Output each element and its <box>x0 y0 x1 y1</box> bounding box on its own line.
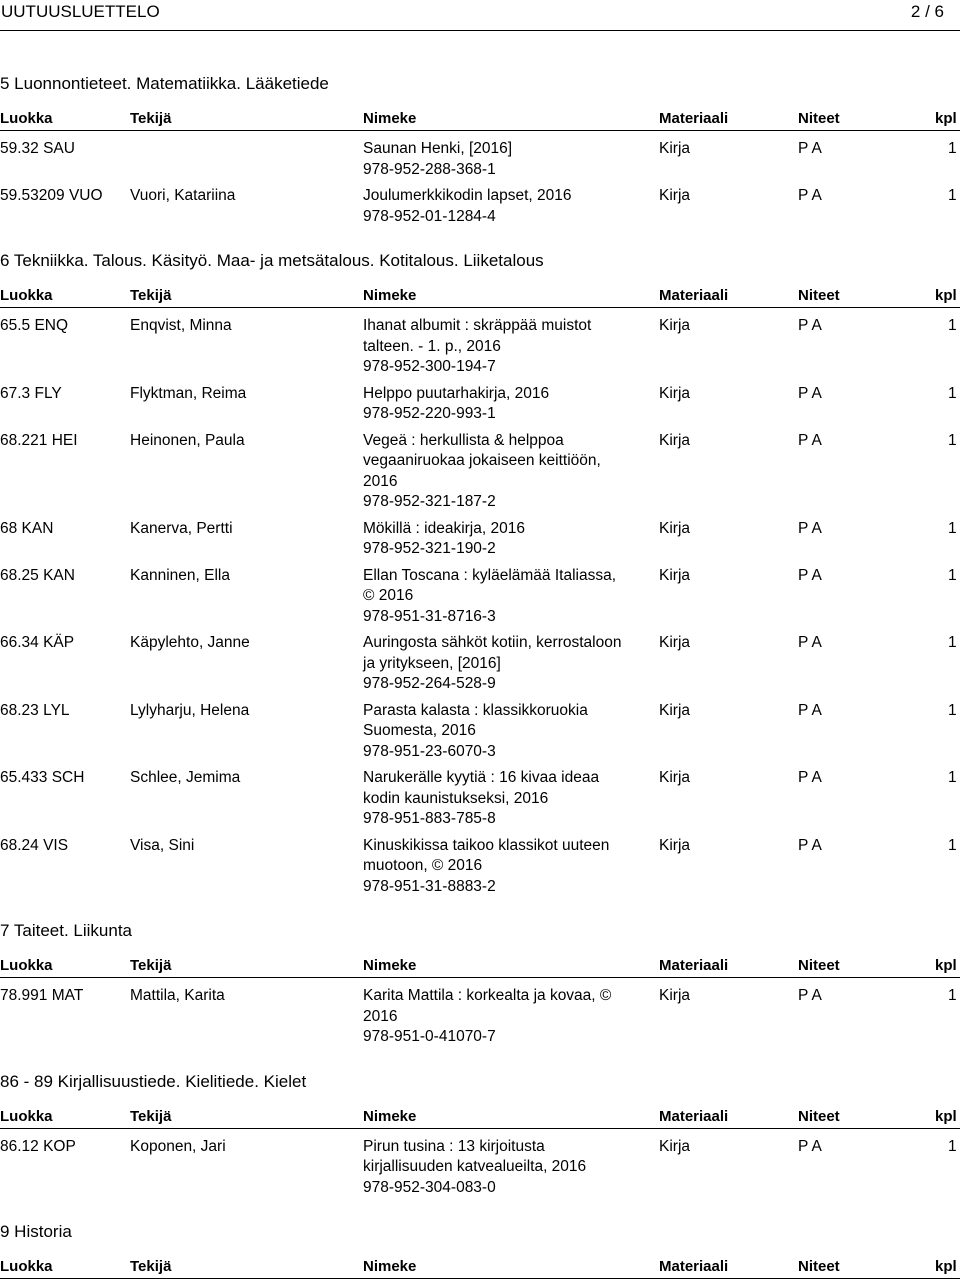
catalog-rows <box>0 308 960 909</box>
column-headers <box>0 955 960 977</box>
column-header-kpl: kpl <box>935 287 957 304</box>
column-header-niteet: Niteet <box>798 287 840 304</box>
cell-nimeke <box>363 431 623 513</box>
cell-luokka: 66.34 KÄP <box>0 634 75 651</box>
catalog-row <box>0 768 960 830</box>
cell-materiaali: Kirja <box>659 701 691 719</box>
isbn: 978-952-01-1284-4 <box>363 207 496 225</box>
catalog-section <box>0 1070 960 1211</box>
title-line: Vegeä : herkullista & helppoa vegaaniruokaa jokaiseen keittiöön, 2016 <box>363 431 601 490</box>
catalog-row <box>0 836 960 898</box>
cell-kpl: 1 <box>948 836 957 854</box>
title-line: Karita Mattila : korkealta ja kovaa, © 2016 <box>363 987 612 1025</box>
catalog-row <box>0 316 960 378</box>
isbn: 978-952-220-993-1 <box>363 405 496 422</box>
cell-luokka: 59.53209 VUO <box>0 187 103 204</box>
cell-kpl: 1 <box>948 769 957 786</box>
catalog-title: UUTUUSLUETTELO <box>1 2 160 21</box>
cell-luokka: 65.5 ENQ <box>0 317 69 334</box>
column-header-tekija: Tekijä <box>130 957 172 974</box>
isbn: 978-952-321-187-2 <box>363 493 496 510</box>
column-header-luokka: Luokka <box>0 287 53 304</box>
cell-tekija: Visa, Sini <box>130 836 195 854</box>
cell-luokka: 68.25 KAN <box>0 566 75 584</box>
cell-niteet: P A <box>798 1137 822 1155</box>
cell-kpl: 1 <box>948 384 957 402</box>
cell-luokka: 67.3 FLY <box>0 384 62 402</box>
column-header-tekija: Tekijä <box>130 1107 172 1125</box>
cell-materiaali: Kirja <box>659 566 691 584</box>
cell-niteet: P A <box>798 431 822 449</box>
column-header-niteet: Niteet <box>798 1258 840 1275</box>
catalog-row <box>0 186 960 227</box>
cell-luokka: 68.221 HEI <box>0 431 78 449</box>
catalog-rows <box>0 978 960 1060</box>
cell-materiaali: Kirja <box>659 634 691 651</box>
cell-materiaali: Kirja <box>659 384 691 402</box>
isbn: 978-952-264-528-9 <box>363 675 496 692</box>
cell-materiaali: Kirja <box>659 1137 691 1155</box>
cell-luokka: 68.24 VIS <box>0 836 69 854</box>
column-header-kpl: kpl <box>935 110 957 127</box>
column-headers <box>0 1256 960 1278</box>
column-header-nimeke: Nimeke <box>363 287 417 304</box>
cell-kpl: 1 <box>948 701 957 719</box>
cell-tekija: Kanninen, Ella <box>130 566 230 584</box>
cell-materiaali: Kirja <box>659 140 691 157</box>
cell-materiaali: Kirja <box>659 836 691 854</box>
column-header-materiaali: Materiaali <box>659 957 729 974</box>
cell-niteet: P A <box>798 769 822 786</box>
cell-tekija: Vuori, Katariina <box>130 187 236 204</box>
cell-materiaali: Kirja <box>659 431 691 449</box>
cell-luokka: 68 KAN <box>0 519 54 537</box>
cell-kpl: 1 <box>948 634 957 651</box>
catalog-section <box>0 919 960 1060</box>
cell-nimeke <box>363 566 623 628</box>
isbn: 978-952-300-194-7 <box>363 358 496 375</box>
cell-niteet: P A <box>798 987 822 1004</box>
catalog-row <box>0 384 960 425</box>
cell-materiaali: Kirja <box>659 519 691 537</box>
cell-niteet: P A <box>798 701 822 719</box>
column-header-luokka: Luokka <box>0 1258 53 1275</box>
title-line: Mökillä : ideakirja, 2016 <box>363 519 525 537</box>
cell-kpl: 1 <box>948 566 957 584</box>
cell-tekija: Lylyharju, Helena <box>130 701 250 719</box>
cell-kpl: 1 <box>948 187 957 204</box>
isbn: 978-951-23-6070-3 <box>363 742 496 760</box>
isbn: 978-952-288-368-1 <box>363 160 496 178</box>
catalog-row <box>0 519 960 560</box>
isbn: 978-951-31-8716-3 <box>363 607 496 625</box>
catalog-row <box>0 633 960 695</box>
cell-materiaali: Kirja <box>659 187 691 204</box>
title-line: Saunan Henki, [2016] <box>363 140 513 157</box>
isbn: 978-951-31-8883-2 <box>363 877 496 895</box>
column-header-luokka: Luokka <box>0 957 53 974</box>
title-line: Ihanat albumit : skräppää muistot talteen. - 1. p., 2016 <box>363 317 592 355</box>
page-number: 2 / 6 <box>910 2 944 21</box>
title-line: Narukerälle kyytiä : 16 kivaa ideaa kodin kaunistukseksi, 2016 <box>363 769 600 807</box>
catalog-section <box>0 249 960 909</box>
column-header-kpl: kpl <box>935 1258 957 1275</box>
section-title: 5 Luonnontieteet. Matematiikka. Lääketiede <box>0 74 329 93</box>
title-line: Kinuskikissa taikoo klassikot uuteen muotoon, © 2016 <box>363 836 610 874</box>
column-header-nimeke: Nimeke <box>363 957 417 974</box>
cell-luokka: 78.991 MAT <box>0 987 84 1004</box>
catalog-row <box>0 986 960 1048</box>
title-line: Helppo puutarhakirja, 2016 <box>363 384 550 402</box>
cell-luokka: 65.433 SCH <box>0 769 85 786</box>
column-header-tekija: Tekijä <box>130 287 172 304</box>
cell-luokka: 86.12 KOP <box>0 1137 76 1155</box>
column-header-luokka: Luokka <box>0 1107 53 1125</box>
section-title: 6 Tekniikka. Talous. Käsityö. Maa- ja metsätalous. Kotitalous. Liiketalous <box>0 251 544 270</box>
isbn: 978-951-883-785-8 <box>363 810 496 827</box>
cell-materiaali: Kirja <box>659 769 691 786</box>
cell-niteet: P A <box>798 836 822 854</box>
catalog-section <box>0 1220 960 1279</box>
column-header-kpl: kpl <box>935 1107 957 1125</box>
cell-nimeke <box>363 139 623 180</box>
column-headers <box>0 1106 960 1128</box>
cell-tekija: Schlee, Jemima <box>130 769 241 786</box>
column-headers <box>0 285 960 307</box>
cell-kpl: 1 <box>948 519 957 537</box>
column-header-materiaali: Materiaali <box>659 1107 729 1125</box>
cell-niteet: P A <box>798 634 822 651</box>
column-header-tekija: Tekijä <box>130 1258 172 1275</box>
column-header-niteet: Niteet <box>798 110 840 127</box>
cell-nimeke <box>363 384 623 425</box>
cell-nimeke <box>363 986 623 1048</box>
column-header-niteet: Niteet <box>798 1107 840 1125</box>
title-line: Pirun tusina : 13 kirjoitusta kirjallisuuden katvealueilta, 2016 <box>363 1137 587 1175</box>
cell-materiaali: Kirja <box>659 987 691 1004</box>
column-header-materiaali: Materiaali <box>659 287 729 304</box>
column-header-nimeke: Nimeke <box>363 110 417 127</box>
catalog-section <box>0 72 960 239</box>
column-header-materiaali: Materiaali <box>659 1258 729 1275</box>
catalog-rows <box>0 131 960 239</box>
column-headers <box>0 108 960 130</box>
cell-tekija: Mattila, Karita <box>130 987 225 1004</box>
cell-tekija: Koponen, Jari <box>130 1137 226 1155</box>
cell-tekija: Flyktman, Reima <box>130 384 247 402</box>
cell-niteet: P A <box>798 519 822 537</box>
catalog-rows <box>0 1129 960 1211</box>
cell-nimeke <box>363 701 623 763</box>
catalog-row <box>0 701 960 763</box>
column-header-niteet: Niteet <box>798 957 840 974</box>
cell-kpl: 1 <box>948 317 957 334</box>
cell-nimeke <box>363 316 623 378</box>
title-line: Parasta kalasta : klassikkoruokia Suomesta, 2016 <box>363 701 588 739</box>
cell-tekija: Heinonen, Paula <box>130 431 245 449</box>
column-header-luokka: Luokka <box>0 110 53 127</box>
column-header-nimeke: Nimeke <box>363 1258 417 1275</box>
column-header-kpl: kpl <box>935 957 957 974</box>
column-header-materiaali: Materiaali <box>659 110 729 127</box>
cell-materiaali: Kirja <box>659 317 691 334</box>
cell-nimeke <box>363 1137 623 1199</box>
cell-nimeke <box>363 186 623 227</box>
isbn: 978-952-321-190-2 <box>363 540 496 557</box>
isbn: 978-951-0-41070-7 <box>363 1028 496 1045</box>
cell-nimeke <box>363 519 623 560</box>
catalog-row <box>0 566 960 628</box>
page-header <box>0 0 960 30</box>
catalog-content <box>0 72 960 1279</box>
cell-tekija: Enqvist, Minna <box>130 317 232 334</box>
section-title: 86 - 89 Kirjallisuustiede. Kielitiede. Kielet <box>0 1071 307 1091</box>
cell-niteet: P A <box>798 384 822 402</box>
cell-nimeke <box>363 836 623 898</box>
title-line: Auringosta sähköt kotiin, kerrostaloon ja yritykseen, [2016] <box>363 634 622 672</box>
cell-niteet: P A <box>798 317 822 334</box>
cell-luokka: 68.23 LYL <box>0 701 70 719</box>
cell-niteet: P A <box>798 140 822 157</box>
catalog-row <box>0 139 960 180</box>
cell-kpl: 1 <box>948 140 957 157</box>
cell-kpl: 1 <box>948 1137 957 1155</box>
section-title: 9 Historia <box>0 1222 72 1241</box>
cell-luokka: 59.32 SAU <box>0 140 75 157</box>
title-line: Joulumerkkikodin lapset, 2016 <box>363 187 572 204</box>
section-title: 7 Taiteet. Liikunta <box>0 921 132 940</box>
cell-kpl: 1 <box>948 987 957 1004</box>
catalog-row <box>0 431 960 513</box>
catalog-row <box>0 1137 960 1199</box>
header-rule <box>0 30 960 31</box>
cell-tekija: Käpylehto, Janne <box>130 634 250 651</box>
cell-niteet: P A <box>798 187 822 204</box>
column-header-nimeke: Nimeke <box>363 1107 417 1125</box>
cell-niteet: P A <box>798 566 822 584</box>
cell-tekija: Kanerva, Pertti <box>130 519 233 537</box>
cell-kpl: 1 <box>948 431 957 449</box>
column-header-tekija: Tekijä <box>130 110 172 127</box>
cell-nimeke <box>363 768 623 830</box>
cell-nimeke <box>363 633 623 695</box>
title-line: Ellan Toscana : kyläelämää Italiassa, © 2016 <box>363 566 617 604</box>
isbn: 978-952-304-083-0 <box>363 1178 496 1196</box>
